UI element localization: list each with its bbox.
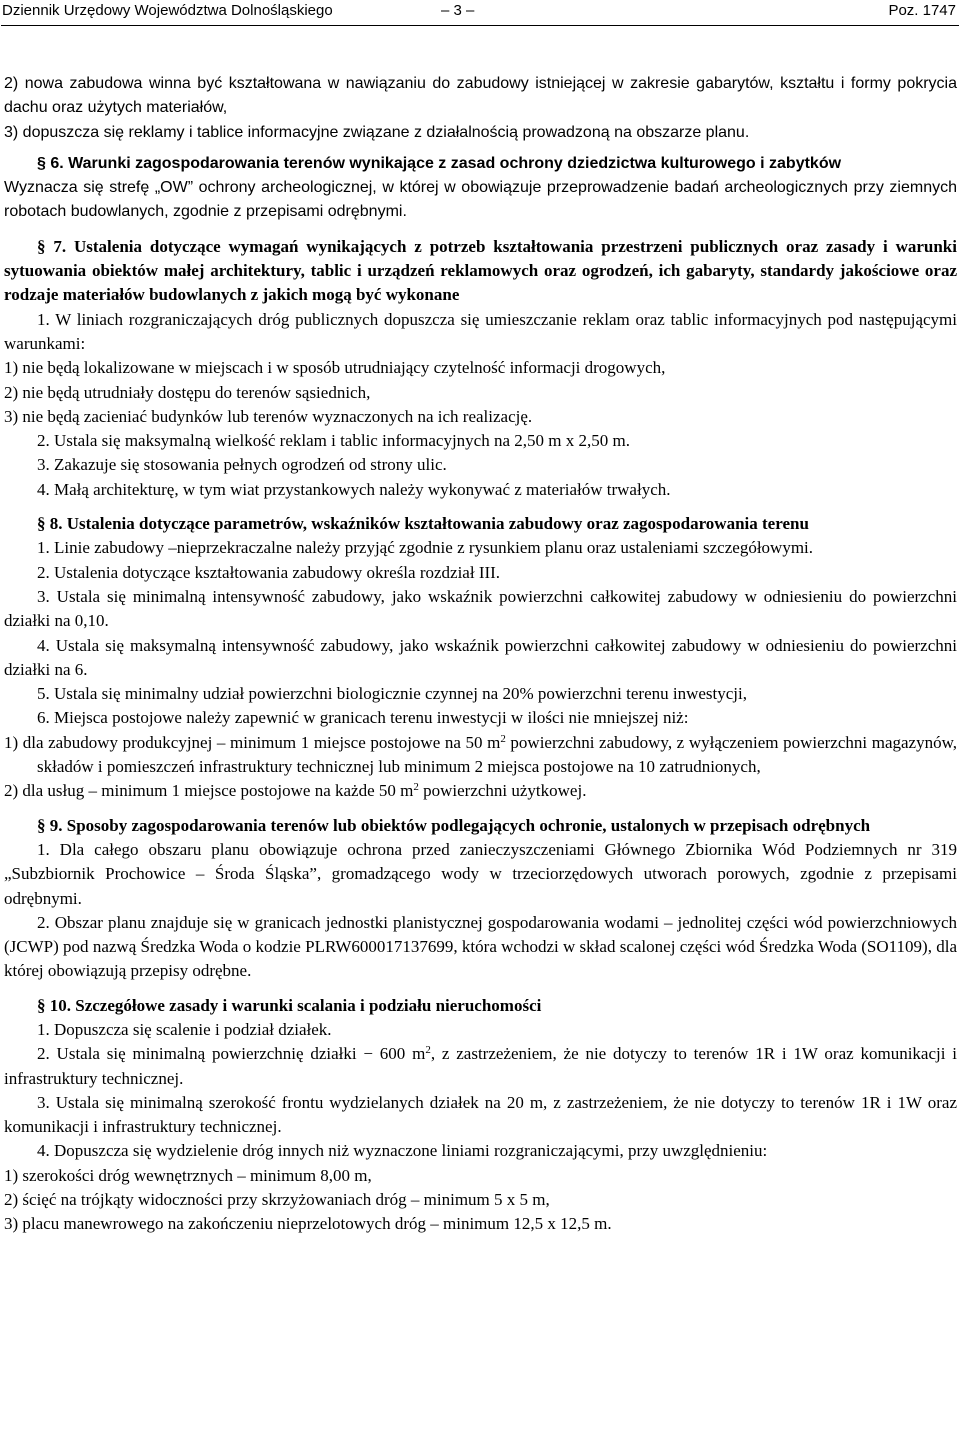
journal-title: Dziennik Urzędowy Województwa Dolnośląskiego (2, 2, 333, 19)
section-7-paragraph-3: 3. Zakazuje się stosowania pełnych ogrodzeń od strony ulic. (37, 455, 447, 475)
section-10-heading: § 10. Szczegółowe zasady i warunki scalania i podziału nieruchomości (37, 995, 542, 1015)
text-part: 2. Ustala się minimalną powierzchnię działki − 600 m (37, 1044, 426, 1064)
text-part: powierzchni zabudowy, z wyłączeniem powierzchni magazynów, składów i pomieszczeń infrastruktury technicznej lub minimum 2 miejsca postojowe na 10 zatrudnionych, (37, 732, 958, 777)
section-8-paragraph-6: 6. Miejsca postojowe należy zapewnić w granicach terenu inwestycji w ilości nie mniejszej niż: (37, 708, 689, 728)
section-10-paragraph-4: 4. Dopuszcza się wydzielenie dróg innych niż wyznaczone liniami rozgraniczającymi, przy uwzględnieniu: (37, 1141, 768, 1161)
superscript: 2 (425, 1044, 431, 1057)
superscript: 2 (413, 781, 419, 794)
position-number: Poz. 1747 (888, 2, 956, 19)
intro-item-3: 3) dopuszcza się reklamy i tablice informacyjne związane z działalnością prowadzoną na obszarze planu. (4, 123, 750, 141)
section-7-paragraph-4: 4. Małą architekturę, w tym wiat przystankowych należy wykonywać z materiałów trwałych. (37, 479, 671, 499)
section-7-paragraph-1: 1. W liniach rozgraniczających dróg publicznych dopuszcza się umieszczanie reklam oraz tablic informacyjnych pod następującymi warunkami: (4, 309, 957, 353)
section-8-item-2 (4, 779, 957, 803)
section-7-item-3: 3) nie będą zacieniać budynków lub terenów wyznaczonych na ich realizację. (4, 406, 533, 426)
section-8-paragraph-4: 4. Ustala się maksymalną intensywność zabudowy, jako wskaźnik powierzchni całkowitej zabudowy w odniesieniu do powierzchni działki na 6. (4, 635, 957, 679)
section-10-paragraph-3: 3. Ustala się minimalną szerokość frontu wydzielanych działek na 20 m, z zastrzeżeniem, że nie dotyczy to terenów 1R i 1W oraz komunikacji i infrastruktury technicznej. (4, 1092, 957, 1137)
section-9-paragraph-2: 2. Obszar planu znajduje się w granicach jednostki planistycznej gospodarowania wodami – jednolitej części wód powierzchniowych (JCWP) pod nazwą Średzka Woda o kodzie PLRW600017137699, która wchodzi w skład scalonej części wód Średzka Woda (SO1109), dla której obowiązują przepisy odrębne. (4, 912, 957, 981)
section-10-item-3: 3) placu manewrowego na zakończeniu nieprzelotowych dróg – minimum 12,5 x 12,5 m. (4, 1214, 612, 1234)
section-9-paragraph-1: 1. Dla całego obszaru planu obowiązuje ochrona przed zanieczyszczeniami Głównego Zbiornika Wód Podziemnych nr 319 „Subzbiornik Prochowice – Środa Śląska”, gromadzącego wody w trzeciorzędowych utworach porowych, zgodnie z przepisami odrębnymi. (4, 839, 957, 908)
section-10-item-2: 2) ścięć na trójkąty widoczności przy skrzyżowaniach dróg – minimum 5 x 5 m, (4, 1190, 550, 1210)
text-part: 2) dla usług – minimum 1 miejsce postojowe na każde 50 m (4, 781, 414, 801)
section-8-paragraph-3: 3. Ustala się minimalną intensywność zabudowy, jako wskaźnik powierzchni całkowitej zabudowy w odniesieniu do powierzchni działki na 0,10. (4, 586, 957, 631)
section-7-heading: § 7. Ustalenia dotyczące wymagań wynikających z potrzeb kształtowania przestrzeni publicznych oraz zasady i warunki sytuowania obiektów małej architektury, tablic i urządzeń reklamowych oraz ogrodzeń, ich gabaryty, standardy jakościowe oraz rodzaje materiałów budowlanych z jakich mogą być wykonane (4, 236, 957, 305)
section-6-paragraph: Wyznacza się strefę „OW” ochrony archeologicznej, w której w obowiązuje przeprowadzenie badań archeologicznych przy ziemnych robotach budowlanych, zgodnie z przepisami odrębnymi. (4, 179, 957, 221)
page-number: – 3 – (441, 2, 475, 19)
document-body (4, 26, 957, 1237)
superscript: 2 (500, 732, 506, 745)
section-10-item-1: 1) szerokości dróg wewnętrznych – minimum 8,00 m, (4, 1165, 372, 1185)
section-6-heading: § 6. Warunki zagospodarowania terenów wynikające z zasad ochrony dziedzictwa kulturowego i zabytków (37, 154, 842, 172)
section-7-paragraph-2: 2. Ustala się maksymalną wielkość reklam i tablic informacyjnych na 2,50 m x 2,50 m. (37, 431, 630, 451)
section-8-paragraph-5: 5. Ustala się minimalny udział powierzchni biologicznie czynnej na 20% powierzchni terenu inwestycji, (37, 684, 747, 704)
intro-item-2: 2) nowa zabudowa winna być kształtowana w nawiązaniu do zabudowy istniejącej w zakresie gabarytów, kształtu i formy pokrycia dachu oraz użytych materiałów, (4, 75, 957, 117)
page-header (1, 0, 959, 26)
text-part: , z zastrzeżeniem, że nie dotyczy to terenów 1R i 1W oraz komunikacji i infrastruktury technicznej. (4, 1044, 957, 1088)
section-7-item-2: 2) nie będą utrudniały dostępu do terenów sąsiednich, (4, 382, 371, 402)
text-part: powierzchni użytkowej. (418, 781, 587, 801)
section-8-heading: § 8. Ustalenia dotyczące parametrów, wskaźników kształtowania zabudowy oraz zagospodarowania terenu (37, 514, 809, 534)
section-7-item-1: 1) nie będą lokalizowane w miejscach i w sposób utrudniający czytelność informacji drogowych, (4, 358, 666, 378)
section-8-paragraph-1: 1. Linie zabudowy –nieprzekraczalne należy przyjąć zgodnie z rysunkiem planu oraz ustaleniami szczegółowymi. (37, 538, 814, 558)
section-10-paragraph-2 (4, 1042, 957, 1091)
section-10-paragraph-1: 1. Dopuszcza się scalenie i podział działek. (37, 1019, 332, 1039)
text-part: 1) dla zabudowy produkcyjnej – minimum 1 miejsce postojowe na 50 m (4, 732, 501, 752)
section-8-item-1 (4, 731, 957, 780)
section-9-heading: § 9. Sposoby zagospodarowania terenów lub obiektów podlegających ochronie, ustalonych w przepisach odrębnych (37, 815, 871, 835)
section-8-paragraph-2: 2. Ustalenia dotyczące kształtowania zabudowy określa rozdział III. (37, 562, 501, 582)
